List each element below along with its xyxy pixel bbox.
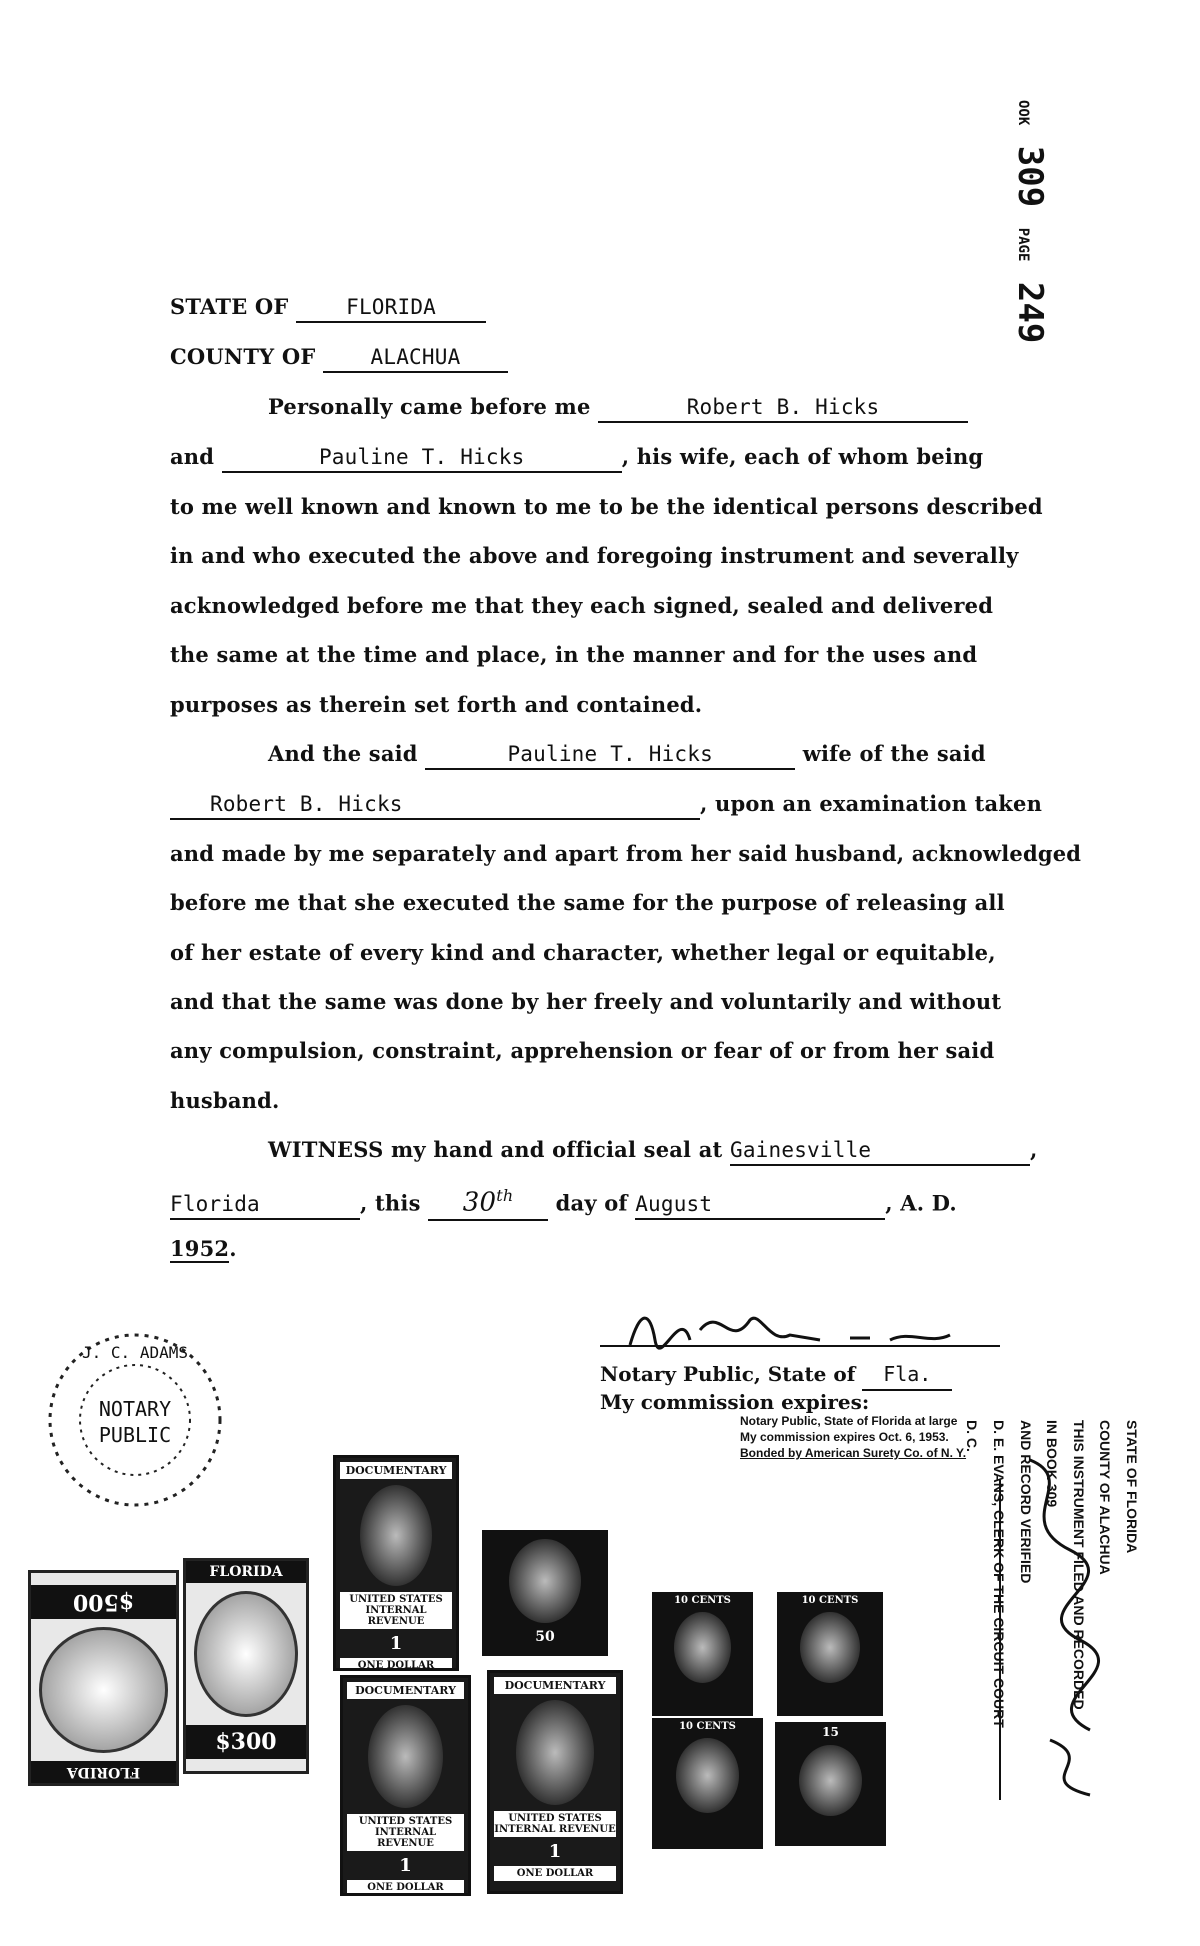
doc-b-irs: UNITED STATES INTERNAL REVENUE xyxy=(347,1814,464,1851)
seal-top-text: J. C. ADAMS xyxy=(82,1343,188,1362)
notary-signature xyxy=(620,1300,980,1369)
text-and: and xyxy=(170,444,215,469)
state-value: FLORIDA xyxy=(296,297,486,323)
rec-line-2: COUNTY OF ALACHUA xyxy=(1097,1420,1114,1575)
doc-b-header: DOCUMENTARY xyxy=(347,1682,464,1699)
ten-c-portrait xyxy=(676,1738,739,1813)
book-page-stamp xyxy=(990,100,1050,344)
fifteen-cent-stamp xyxy=(775,1722,886,1846)
doc-b-one-dollar: ONE DOLLAR xyxy=(347,1880,464,1895)
doc-c-one-dollar: ONE DOLLAR xyxy=(494,1866,616,1881)
doc-a-one-dollar: ONE DOLLAR xyxy=(340,1658,452,1671)
text-wife-of-the-said: wife of the said xyxy=(802,741,986,766)
fl-300-header: FLORIDA xyxy=(186,1561,306,1583)
text-and-the-said: And the said xyxy=(268,741,418,766)
wife-name-2: Pauline T. Hicks xyxy=(425,744,795,770)
body-line-8 xyxy=(268,743,986,770)
ten-b-portrait xyxy=(800,1612,860,1683)
documentary-1-stamp-b xyxy=(340,1675,471,1896)
body-line-11: before me that she executed the same for the purpose of releasing all xyxy=(170,890,1005,915)
book-prefix: OOK xyxy=(1015,100,1031,126)
doc-a-portrait xyxy=(360,1485,432,1586)
witness-line xyxy=(268,1139,1038,1166)
body-line-13: and that the same was done by her freely and voluntarily and without xyxy=(170,989,1002,1014)
city-value: Gainesville xyxy=(730,1140,1030,1166)
rec-line-5: AND RECORD VERIFIED xyxy=(1017,1420,1034,1584)
body-line-1 xyxy=(268,396,968,423)
fifteen-value: 15 xyxy=(822,1725,839,1739)
documentary-1-stamp-c xyxy=(487,1670,623,1894)
rec-line-1: STATE OF FLORIDA xyxy=(1124,1420,1140,1554)
year-line xyxy=(170,1238,237,1259)
ten-cent-stamp-b xyxy=(777,1592,883,1716)
fl-300-emblem xyxy=(194,1591,298,1717)
rec-line-6: D. E. EVANS, CLERK OF THE CIRCUIT COURT xyxy=(991,1420,1008,1728)
text-period: . xyxy=(229,1236,237,1261)
body-line-10: and made by me separately and apart from her said husband, acknowledged xyxy=(170,841,1082,866)
text-his-wife: , his wife, each of whom being xyxy=(621,444,984,469)
year-value: 1952 xyxy=(170,1236,230,1261)
day-number: 30 xyxy=(462,1187,497,1218)
doc-a-denom: 1 xyxy=(389,1632,403,1654)
text-this: , this xyxy=(360,1190,421,1216)
text-personally: Personally came before me xyxy=(268,394,591,419)
doc-c-irs: UNITED STATES INTERNAL REVENUE xyxy=(494,1812,616,1835)
rec-line-3: THIS INSTRUMENT FILED AND RECORDED xyxy=(1070,1420,1087,1710)
notary-stamp-line-3: Bonded by American Surety Co. of N. Y. xyxy=(740,1446,967,1460)
notary-stamp-line-1: Notary Public, State of Florida at large xyxy=(740,1414,958,1428)
state-label: STATE OF xyxy=(170,294,289,319)
rec-line-7: D. C. xyxy=(964,1420,981,1452)
doc-a-header: DOCUMENTARY xyxy=(340,1462,452,1479)
body-line-15: husband. xyxy=(170,1088,280,1113)
wife-name: Pauline T. Hicks xyxy=(222,447,622,473)
body-line-4: in and who executed the above and foregoing instrument and severally xyxy=(170,543,1019,568)
month-value: August xyxy=(635,1194,885,1220)
ten-c-value: 10 CENTS xyxy=(679,1721,736,1732)
state-line xyxy=(170,296,486,323)
signature-scrawl xyxy=(620,1300,980,1360)
florida-300-stamp xyxy=(183,1558,309,1774)
doc-c-header: DOCUMENTARY xyxy=(494,1677,616,1694)
husband-name: Robert B. Hicks xyxy=(598,397,968,423)
ten-cent-stamp-c xyxy=(652,1718,763,1849)
ten-a-portrait xyxy=(674,1612,731,1683)
text-witness: WITNESS my hand and official seal at xyxy=(268,1137,723,1162)
doc-50-portrait xyxy=(509,1539,581,1623)
text-ad: , A. D. xyxy=(885,1190,957,1216)
body-line-3: to me well known and known to me to be the identical persons described xyxy=(170,494,1043,519)
documentary-1-stamp-a xyxy=(333,1455,459,1671)
notary-state: Fla. xyxy=(862,1362,952,1391)
body-line-9 xyxy=(170,793,1042,820)
doc-c-portrait xyxy=(516,1700,594,1805)
notary-title-text: Notary Public, State of xyxy=(600,1362,856,1386)
text-day-of: day of xyxy=(555,1190,628,1216)
book-number: 309 xyxy=(1010,145,1050,208)
ten-b-value: 10 CENTS xyxy=(801,1595,859,1606)
notary-commission: My commission expires: xyxy=(600,1390,870,1414)
notary-sign-line xyxy=(600,1345,1000,1347)
fl-500-header: FLORIDA xyxy=(31,1761,176,1783)
notary-title xyxy=(600,1362,952,1391)
county-label: COUNTY OF xyxy=(170,344,316,369)
fl-500-emblem xyxy=(39,1627,168,1753)
documentary-50-stamp xyxy=(482,1530,608,1656)
husband-name-2: Robert B. Hicks xyxy=(170,794,700,820)
body-line-7: purposes as therein set forth and contained. xyxy=(170,692,703,717)
body-line-5: acknowledged before me that they each signed, sealed and delivered xyxy=(170,593,994,618)
doc-b-portrait xyxy=(368,1705,443,1808)
body-line-14: any compulsion, constraint, apprehension or fear of or from her said xyxy=(170,1038,995,1063)
notary-seal xyxy=(40,1325,230,1515)
state-florida-value: Florida xyxy=(170,1194,360,1220)
text-comma: , xyxy=(1029,1137,1038,1162)
text-upon-examination: , upon an examination taken xyxy=(700,791,1043,816)
doc-a-irs: UNITED STATES INTERNAL REVENUE xyxy=(340,1592,452,1629)
seal-notary-text: NOTARY xyxy=(98,1397,172,1421)
florida-500-stamp xyxy=(28,1570,179,1786)
body-line-2 xyxy=(170,446,983,473)
fl-300-value: $300 xyxy=(186,1725,306,1759)
page-label: PAGE xyxy=(1015,227,1031,262)
date-line xyxy=(170,1188,957,1221)
ten-cent-stamp-a xyxy=(652,1592,753,1716)
day-value xyxy=(428,1188,548,1221)
body-line-12: of her estate of every kind and character, whether legal or equitable, xyxy=(170,940,996,965)
rec-line-4: IN BOOK 309 xyxy=(1044,1420,1061,1508)
county-line xyxy=(170,346,508,373)
recording-stamp xyxy=(959,1420,1145,1728)
fl-500-value: $500 xyxy=(31,1585,176,1619)
seal-public-text: PUBLIC xyxy=(98,1423,172,1447)
county-value: ALACHUA xyxy=(323,347,508,373)
doc-50-value: 50 xyxy=(535,1629,555,1645)
fifteen-portrait xyxy=(799,1745,862,1816)
day-suffix: th xyxy=(496,1186,514,1205)
doc-c-denom: 1 xyxy=(548,1840,562,1862)
ten-a-value: 10 CENTS xyxy=(674,1595,731,1606)
body-line-6: the same at the time and place, in the manner and for the uses and xyxy=(170,642,978,667)
page-number: 249 xyxy=(1010,281,1050,344)
notary-stamp-line-2: My commission expires Oct. 6, 1953. xyxy=(740,1430,949,1444)
doc-b-denom: 1 xyxy=(399,1855,412,1877)
